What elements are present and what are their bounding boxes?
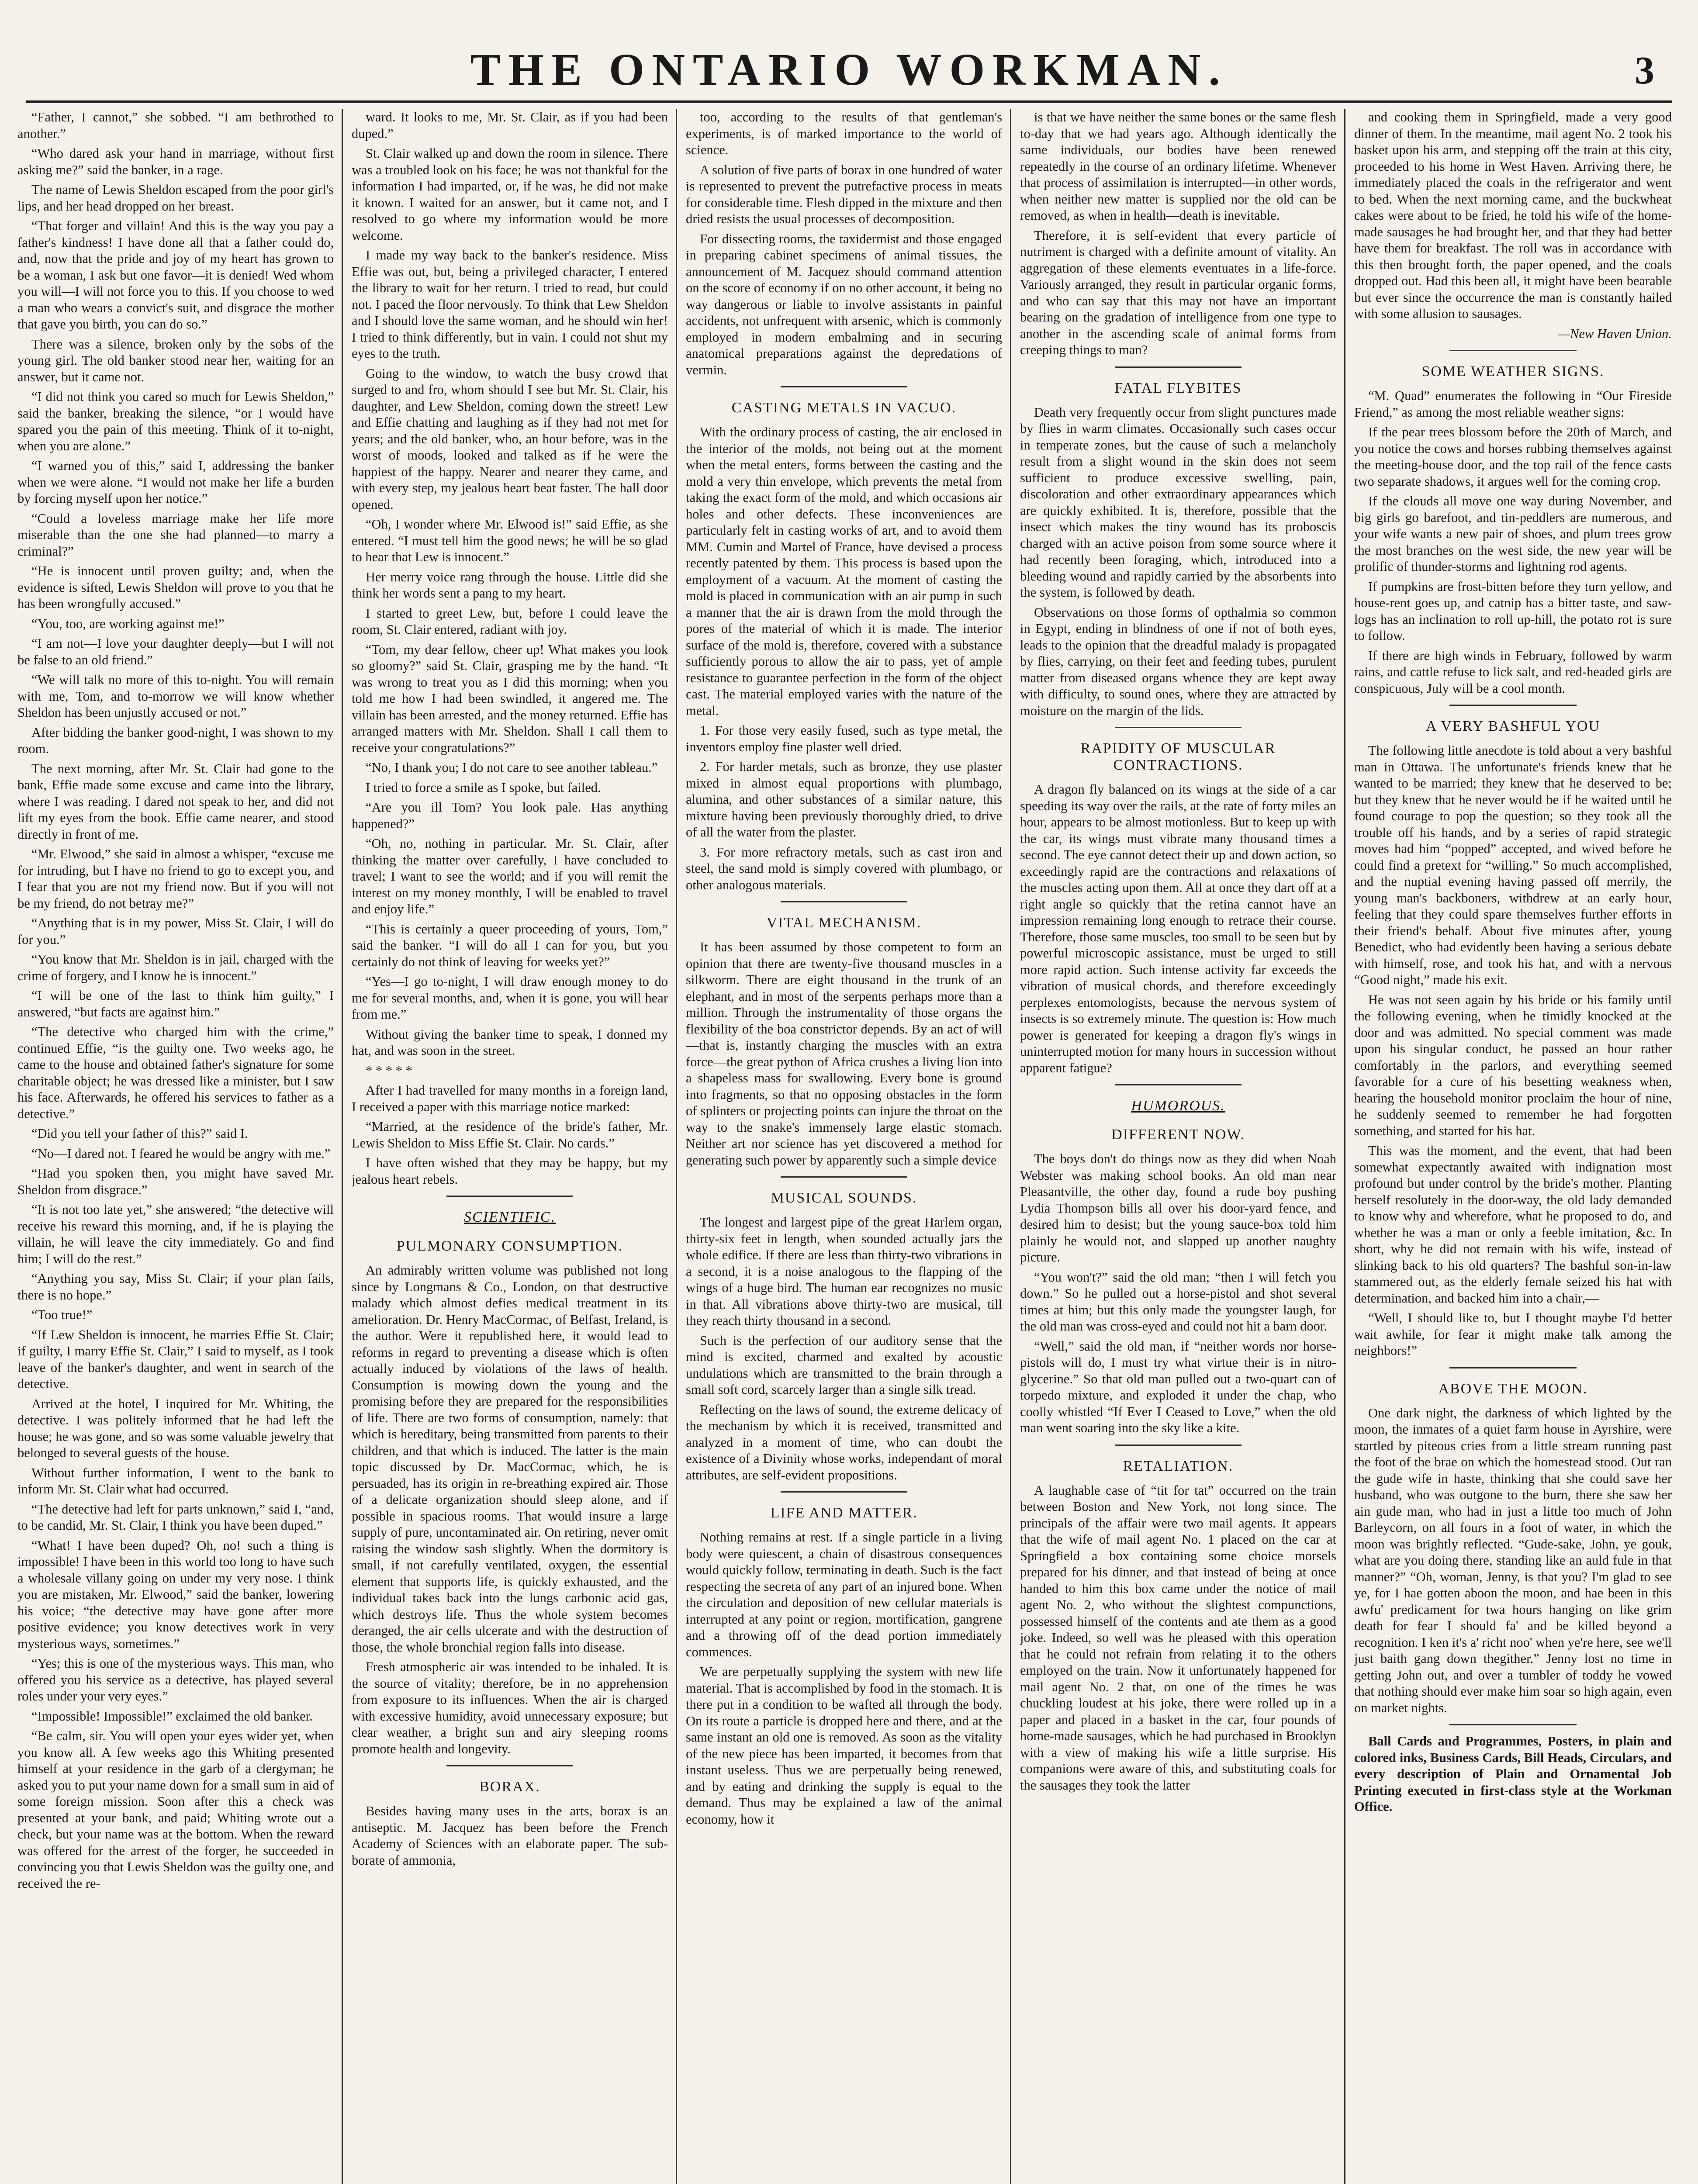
paragraph: “The detective who charged him with the crime,” continued Effie, “is the guilty one. Two weeks ago, he came to the house and obtained father's signature for some charitable object; he was dressed like a minister, but I saw his face. Afterwards, he offered his services to father as a detective.” xyxy=(17,1024,334,1121)
paragraph: “You, too, are working against me!” xyxy=(31,616,225,631)
paragraph: “Who dared ask your hand in marriage, without first asking me?” said the banker, in a rage. xyxy=(17,146,334,177)
paragraph: “You won't?” said the old man; “then I will fetch you down.” So he pulled out a horse-pistol and shot several times at him; but this only made the youngster laugh, for the old man was cross-eyed and could not hit a barn door. xyxy=(1020,1269,1336,1334)
divider xyxy=(1115,366,1242,368)
paragraph: The boys don't do things now as they did when Noah Webster was making school books. An old man near Pleasantville, the other day, found a rude boy pushing Lydia Thompson bills all over his door-yard fence, and desired him to desist; but the young sauce-box told him plainly he would not, and slapped up another naughty picture. xyxy=(1020,1151,1336,1265)
divider xyxy=(781,1176,907,1178)
divider xyxy=(1449,1367,1577,1368)
paragraph: “We will talk no more of this to-night. You will remain with me, Tom, and to-morrow we will know whether Sheldon has been unjustly accused or not.” xyxy=(17,672,334,720)
paragraph: “You know that Mr. Sheldon is in jail, charged with the crime of forgery, and I know he is innocent.” xyxy=(17,952,334,983)
paragraph: “Tom, my dear fellow, cheer up! What makes you look so gloomy?” said St. Clair, grasping me by the hand. “It was wrong to treat you as I did this morning; when you told me how I had been swindled, it angered me. The villain has been arrested, and the money returned. Effie has arranged matters with Mr. Sheldon. Shall I call them to receive your congratulations?” xyxy=(352,642,668,755)
newspaper-title: THE ONTARIO WORKMAN. xyxy=(470,45,1228,95)
paragraph: 1. For those very easily fused, such as type metal, the inventors employ fine plaster well dried. xyxy=(686,723,1002,754)
article-moon xyxy=(1354,1405,1672,1717)
article-heading-pulmonary: PULMONARY CONSUMPTION. xyxy=(396,1238,623,1254)
paragraph: For dissecting rooms, the taxidermist and those engaged in preparing cabinet specimens of animal tissues, the announcement of M. Jacquez should command attention on the score of economy if on no other account, it being no way dangerous or liable to involve assistants in painful accidents, not unfrequent with arsenic, which is commonly employed in modern embalming and in securing anatomical preparations against the depredations of vermin. xyxy=(686,231,1002,377)
article-heading-rapidity: RAPIDITY OF MUSCULAR CONTRACTIONS. xyxy=(1080,740,1276,773)
paragraph: The name of Lewis Sheldon escaped from the poor girl's lips, and her head dropped on her breast. xyxy=(17,182,334,214)
paragraph: “No, I thank you; I do not care to see another tableau.” xyxy=(366,760,658,775)
article-borax-cont xyxy=(686,109,1002,378)
paragraph: I started to greet Lew, but, before I could leave the room, St. Clair entered, radiant with joy. xyxy=(352,605,668,637)
paragraph: “Well, I should like to, but I thought maybe I'd better wait awhile, for fear it might make talk among the neighbors!” xyxy=(1354,1310,1672,1358)
paragraph: The next morning, after Mr. St. Clair had gone to the bank, Effie made some excuse and came into the library, where I was reading. I dared not speak to her, and did not lift my eyes from the book. Effie came nearer, and stood directly in front of me. xyxy=(17,761,334,842)
paragraph: “That forger and villain! And this is the way you pay a father's kindness! I have done all that a father could do, and, now that the pride and joy of my heart has grown to be a woman, I ask but one favor—it is denied! Wed whom you will—I will not force you to this. If you choose to wed a man who wears a convict's suit, and disgrace the mother that gave you birth, you can do so.” xyxy=(17,218,334,332)
printing-advertisement: Ball Cards and Programmes, Posters, in plain and colored inks, Business Cards, Bill Heads, Circulars, and every description of Plain and Ornamental Job Printing executed in first-class style at the Workman Office. xyxy=(1354,1734,1672,1814)
section-heading-scientific: SCIENTIFIC. xyxy=(464,1209,556,1225)
column-2 xyxy=(352,109,677,2184)
divider xyxy=(1449,350,1577,351)
paragraph: Without giving the banker time to speak, I donned my hat, and was soon in the street. xyxy=(352,1026,668,1058)
paragraph: An admirably written volume was published not long since by Longmans & Co., London, on that destructive malady which almost defies medical treatment in its amelioration. Dr. Henry MacCormac, of Belfast, Ireland, is the author. Were it republished here, it would lead to reforms in regard to preventing a disease which is often actually induced by violations of the laws of health. Consumption is mowing down the young and the promising before they are prepared for the responsibilities of life. There are two forms of consumption, namely: that which is hereditary, being transmitted from parents to their children, and that which is induced. The latter is the main topic discussed by Dr. MacCormac, which, he is persuaded, has its origin in re-breathing expired air. Those of a delicate organization should sleep alone, and if possible in spacious rooms. That would insure a large supply of pure, uncontaminated air. On retiring, never omit raising the window sash slightly. When the dormitory is small, if not carefully ventilated, oxygen, the essential element that supports life, is quickly exhausted, and the individual takes back into the lungs carbonic acid gas, which destroys life. Thus the whole system becomes deranged, the air cells ulcerate and with the destruction of those, the whole bronchial region falls into disease. xyxy=(352,1263,668,1655)
paragraph: too, according to the results of that gentleman's experiments, is of marked importance to the world of science. xyxy=(686,110,1002,157)
columns xyxy=(17,109,1681,2184)
paragraph: Death very frequently occur from slight punctures made by flies in warm climates. Occasionally such cases occur in temperate zones, but the cause of such a melancholy result from a slight wound in the skin does not seem sufficient to produce excessive swelling, pain, discoloration and other extraordinary appearances which are quickly exhibited. It is, therefore, possible that the insect which makes the tiny wound has its proboscis charged with an active poison from some source where it had recently been foraging, which, introduced into a bleeding wound and rapidly carried by the absorbents into the system, is followed by death. xyxy=(1020,404,1336,600)
article-heading-retaliation: RETALIATION. xyxy=(1123,1458,1234,1474)
paragraph: He was not seen again by his bride or his family until the following evening, when he timidly knocked at the door and was admitted. No special comment was made upon his singular conduct, he passed an hour rather comfortably in the parlors, and everything seemed favorable for a cure of his besetting weakness when, hearing the household monitor proclaim the hour of nine, he suddenly seemed to remember he had forgotten something, and started for his hat. xyxy=(1354,992,1672,1138)
paragraph: “I will be one of the last to think him guilty,” I answered, “but facts are against him.” xyxy=(17,988,334,1019)
paragraph: “What! I have been duped? Oh, no! such a thing is impossible! I have been in this world too long to have such a wholesale villany going on under my very nose. I think you are mistaken, Mr. Elwood,” said the banker, lowering his voice; “the detective may have gone after more positive evidence; you know detectives work in very mysterious ways, sometimes.” xyxy=(17,1538,334,1651)
paragraph: After bidding the banker good-night, I was shown to my room. xyxy=(17,725,334,756)
column-1 xyxy=(17,109,343,2184)
article-heading-weather: SOME WEATHER SIGNS. xyxy=(1421,363,1605,380)
divider xyxy=(446,1196,573,1197)
paragraph: “Well,” said the old man, if “neither words nor horse-pistols will do, I must try what virtue their is in nitro-glycerine.” So that old man pulled out a two-quart can of torpedo mixture, and exploded it under the chap, who coolly whistled “If Ever I Ceased to Love,” when the old man went soaring into the sky like a kite. xyxy=(1020,1338,1336,1435)
paragraph: The longest and largest pipe of the great Harlem organ, thirty-six feet in length, when sounded actually jars the whole edifice. If there are less than thirty-two vibrations in a second, it is a noise analogous to the flapping of the wings of a huge bird. The human ear recognizes no music in that. All vibrations above thirty-two are musical, till they reach thirty thousand in a second. xyxy=(686,1215,1002,1328)
divider xyxy=(1449,1724,1577,1725)
divider xyxy=(781,901,907,902)
paragraph: “Did you tell your father of this?” said I. xyxy=(31,1126,248,1141)
article-heading-moon: ABOVE THE MOON. xyxy=(1438,1380,1588,1397)
paragraph: is that we have neither the same bones or the same flesh to-day that we had years ago. Although identically the same individuals, our bodies have been renewed repeatedly in the course of an ordinary lifetime. Whenever that process of assimilation is interrupted—in other words, when neither new matter is supplied nor the old can be removed, as when in health—death is inevitable. xyxy=(1020,110,1336,223)
divider xyxy=(1449,705,1577,706)
paragraph: I have often wished that they may be happy, but my jealous heart rebels. xyxy=(352,1155,668,1187)
paragraph: “Oh, I wonder where Mr. Elwood is!” said Effie, as she entered. “I must tell him the good news; he will be so glad to hear that Lew is innocent.” xyxy=(352,517,668,564)
article-heading-life: LIFE AND MATTER. xyxy=(770,1505,918,1521)
article-heading-flybites: FATAL FLYBITES xyxy=(1114,380,1242,396)
article-heading-bashful: A VERY BASHFUL YOU xyxy=(1425,718,1601,734)
article-heading-musical: MUSICAL SOUNDS. xyxy=(771,1190,917,1206)
paragraph: With the ordinary process of casting, the air enclosed in the interior of the molds, not being out at the moment when the metal enters, forms between the casting and the mold a very thin envelope, which prevents the metal from taking the exact form of the mold, and which occasions air holes and other defects. These inconveniences are particularly felt in casting works of art, and to avoid them MM. Cumin and Martel of France, have devised a process recently patented by them. This process is based upon the employment of a vacuum. At the moment of casting the mold is placed in communication with an air pump in such a manner that the air is drawn from the mold through the pores of the material of which it is made. The interior surface of the mold is, therefore, covered with a substance sufficiently porous to allow the air to pass, yet of ample resistance to guarantee perfection in the form of the object cast. The material employed varies with the nature of the metal. xyxy=(686,425,1002,718)
paragraph: Fresh atmospheric air was intended to be inhaled. It is the source of vitality; therefore, be in no apprehension from exposure to its influences. When the air is charged with excessive humidity, avoid unnecessary exposure; but clear weather, a bright sun and airy sleeping rooms promote health and longevity. xyxy=(352,1659,668,1756)
paragraph: A solution of five parts of borax in one hundred of water is represented to prevent the putrefactive process in meats for considerable time. Flesh dipped in the mixture and then dried resists the usual processes of decomposition. xyxy=(686,162,1002,226)
paragraph: “Impossible! Impossible!” exclaimed the old banker. xyxy=(31,1708,313,1724)
paragraph: Without further information, I went to the bank to inform Mr. St. Clair what had occurred. xyxy=(17,1465,334,1496)
article-bashful xyxy=(1354,743,1672,1359)
paragraph: “Married, at the residence of the bride's father, Mr. Lewis Sheldon to Miss Effie St. Clair. No cards.” xyxy=(352,1119,668,1151)
paragraph: It has been assumed by those competent to form an opinion that there are twenty-five thousand muscles in a silkworm. There are eight thousand in the trunk of an elephant, and in most of the serpents perhaps more than a million. Through the instrumentality of those organs the flexibility of the boa constrictor depends. By an act of will—that is, instantly charging the muscles with an extra force—the great python of Africa crushes a living lion into a shapeless mass for swallowing. Every bone is ground into fragments, so that no opposing obstacles in the form of splinters or projecting points can injure the throat on the way to the snake's immensely large elastic stomach. Neither art nor science has yet discovered a method for generating such power by apparently such a simple device xyxy=(686,940,1002,1168)
paragraph: One dark night, the darkness of which lighted by the moon, the inmates of a quiet farm house in Ayrshire, were startled by piteous cries from a little stream running past the foot of the brae on which the homestead stood. Out ran the gude wife in haste, thinking that she could save her husband, who was outgone to the burn, there she saw her ain gude man, who had in just a little too much of John Barleycorn, on all fours in a foot of water, in which the moon was brightly reflected. “Gude-sake, John, ye gouk, what are you doing there, standing like an auld fule in that manner?” “Oh, woman, Jenny, is that you? I'm glad to see ye, for I hae gotten aboon the moon, and hae been in this awfu' predicament for twa hours hanging on like grim death for fear I should fa' and be killed beyond a recognition. I ken it's a' richt noo' when ye're here, see we'll just baith gang down thegither.” Jenny lost no time in getting John out, and over a tumbler of toddy he vowed that nothing should ever make him soar so high again, even on market nights. xyxy=(1354,1405,1672,1715)
paragraph: “I warned you of this,” said I, addressing the banker when we were alone. “I would not make her life a burden by forcing myself upon her notice.” xyxy=(17,458,334,506)
paragraph: and cooking them in Springfield, made a very good dinner of them. In the meantime, mail agent No. 2 took his basket upon his arm, and stepping off the train at this city, proceeded to his home in West Haven. Arriving there, he immediately placed the coals in the refrigerator and went to bed. When the next morning came, and the buckwheat cakes were about to be fried, he told his wife of the home-made sausages he had brought her, and that they had better have them for breakfast. The roll was in accordance with this then brought forth, the paper opened, and the coals dropped out. Had this been all, it might have been bearable but ever since the occurrence the man is constantly hailed with some allusion to sausages. xyxy=(1354,110,1672,321)
article-heading-vital: VITAL MECHANISM. xyxy=(766,915,922,931)
paragraph: 3. For more refractory metals, such as cast iron and steel, the sand mold is simply covered with plumbago, or other analogous materials. xyxy=(686,844,1002,892)
divider xyxy=(781,386,907,387)
article-life xyxy=(686,1529,1002,1828)
paragraph: “Mr. Elwood,” she said in almost a whisper, “excuse me for intruding, but I have no friend to go to except you, and I fear that you are not my friend now. But if you will not be my friend, do not betray me?” xyxy=(17,847,334,911)
paragraph: Such is the perfection of our auditory sense that the mind is excited, charmed and exalted by acoustic undulations which are transmitted to the brain through a small soft cord, scarcely larger than a single silk tread. xyxy=(686,1333,1002,1397)
paragraph: 2. For harder metals, such as bronze, they use plaster mixed in almost equal proportions with plumbago, alumina, and other substances of a similar nature, this mixture having been previously thoroughly dried, to drive of all the water from the plaster. xyxy=(686,759,1002,840)
paragraph: “I am not—I love your daughter deeply—but I will not be false to an old friend.” xyxy=(17,636,334,667)
paragraph: A dragon fly balanced on its wings at the side of a car speeding its way over the rails, at the rate of forty miles an hour, appears to be almost motionless. But to keep up with the car, its wings must vibrate many thousand times a second. The eye cannot detect their up and down action, so exceedingly rapid are the contractions and relaxations of the muscles acting upon them. All at once they dart off at a right angle so quickly that the retina cannot have an impression remaining long enough to retrace their course. Therefore, those same muscles, too small to be seen but by powerful microscopic assistance, must be urged to still more rapid action. Such intense activity far exceeds the vibration of musical chords, and therefore exceedingly perplexes entomologists, because the nervous system of insects is so extremely minute. The question is: How much power is generated for keeping a dragon fly's wings in uninterrupted motion for many hours in succession without apparent fatigue? xyxy=(1020,782,1336,1075)
paragraph: “Too true!” xyxy=(31,1307,93,1322)
paragraph: Going to the window, to watch the busy crowd that surged to and fro, whom should I see but Mr. St. Clair, his daughter, and Lew Sheldon, coming down the street! Lew and Effie chatting and laughing as if they had not met for years; and the old banker, who, an hour before, was in the worst of moods, looked and talked as if he were the happiest of the happy. Nearer and nearer they came, and with every step, my jealous heart beat faster. The hall door opened. xyxy=(352,366,668,512)
paragraph: Therefore, it is self-evident that every particle of nutriment is charged with a definite amount of vitality. An aggregation of these elements eventuates in a life-force. Variously arranged, they result in particular organic forms, and who can say that this may not have an important bearing on the gradation of intelligence from one type to another in the ascending scale of animal forms from creeping things to man? xyxy=(1020,228,1336,357)
article-pulmonary xyxy=(352,1262,668,1757)
paragraph: “I did not think you cared so much for Lewis Sheldon,” said the banker, breaking the silence, “or I would have spared you the pain of this meeting. Think of it to-night, when you are alone.” xyxy=(17,389,334,453)
divider xyxy=(446,1765,573,1766)
paragraph: “No—I dared not. I feared he would be angry with me.” xyxy=(31,1146,331,1161)
column-4 xyxy=(1020,109,1345,2184)
paragraph: ward. It looks to me, Mr. St. Clair, as if you had been duped.” xyxy=(352,110,668,141)
paragraph: “Could a loveless marriage make her life more miserable than the one she had planned—to marry a criminal?” xyxy=(17,511,334,559)
paragraph: Her merry voice rang through the house. Little did she think her words sent a pang to my heart. xyxy=(352,569,668,601)
article-heading-borax: BORAX. xyxy=(479,1779,540,1795)
divider xyxy=(781,1491,907,1493)
article-retaliation-cont xyxy=(1354,109,1672,322)
paragraph: “Oh, no, nothing in particular. Mr. St. Clair, after thinking the matter over carefully, I have concluded to travel; I want to see the world; and if you will remit the interest on my money monthly, I will be enabled to travel and enjoy life.” xyxy=(352,836,668,916)
paragraph: “Father, I cannot,” she sobbed. “I am bethrothed to another.” xyxy=(17,110,334,141)
paragraph: “M. Quad” enumerates the following in “Our Fireside Friend,” as among the most reliable weather signs: xyxy=(1354,388,1672,420)
paragraph: If pumpkins are frost-bitten before they turn yellow, and house-rent goes up, and catnip has a bitter taste, and saw-logs has an inclination to roll up-hill, the potato rot is sure to follow. xyxy=(1354,579,1672,643)
article-heading-different: DIFFERENT NOW. xyxy=(1111,1127,1245,1143)
column-3 xyxy=(686,109,1011,2184)
paragraph: “It is not too late yet,” she answered; “the detective will receive his reward this morning, and, if he is playing the villain, he will leave the city immediately. Go and find him; I will do the rest.” xyxy=(17,1202,334,1266)
source-credit: —New Haven Union. xyxy=(1558,326,1672,341)
paragraph: I made my way back to the banker's residence. Miss Effie was out, but, being a privileged character, I entered the library to wait for her return. I tried to read, but could not. I paced the floor nervously. To think that Lew Sheldon and I should love the same woman, and he should win her! I tried to think differently, but in vain. I could not shut my eyes to the truth. xyxy=(352,248,668,361)
paragraph: “Anything you say, Miss St. Clair; if your plan fails, there is no hope.” xyxy=(17,1271,334,1303)
paragraph: Arrived at the hotel, I inquired for Mr. Whiting, the detective. I was politely informed that he had left the house; he was gone, and so was some valuable jewelry that belonged to several guests of the house. xyxy=(17,1396,334,1460)
paragraph: We are perpetually supplying the system with new life material. That is accomplished by food in the stomach. It is there put in a condition to be wafted all through the body. On its route a particle is dropped here and there, and at the same instant an old one is removed. As soon as the vitality of the new piece has been imparted, it becomes from that instant useless. Thus we are perpetually being renewed, and by eating and drinking the supply is equal to the demand. Thus may be explained a law of the animal economy, how it xyxy=(686,1664,1002,1827)
paragraph: If the pear trees blossom before the 20th of March, and you notice the cows and horses rubbing themselves against the meeting-house door, and the top rail of the fence casts two separate shadows, it argues well for the coming crop. xyxy=(1354,425,1672,489)
article-rapidity xyxy=(1020,781,1336,1076)
article-casting xyxy=(686,424,1002,893)
paragraph: If the clouds all move one way during November, and big girls go barefoot, and tin-peddlers are numerous, and your wife wants a new pair of shoes, and plum trees grow the most branches on the west side, the new year will be prolific of thunder-storms and lightning rod agents. xyxy=(1354,494,1672,574)
paragraph: The following little anecdote is told about a very bashful man in Ottawa. The unfortunate's friends knew that he wanted to be married; they knew that he deserved to be; but they knew that he never would be if he waited until he found courage to pop the question; so they took all the trouble off his hands, and by a series of rapid strategic moves had him “popped” accepted, and wived before he could find a pretext for “willing.” So much accomplished, and the nuptial evening having passed off merrily, the young man's backboners, withdrew at an early hour, feeling that they could spare themselves further efforts in their friend's behalf. About five minutes after, young Benedict, who had evidently been having a serious debate with himself, rose, and took his hat, and with a nervous “Good night,” made his exit. xyxy=(1354,743,1672,987)
masthead xyxy=(26,26,1672,103)
paragraph: “Yes; this is one of the mysterious ways. This man, who offered you his service as a detective, has played several roles under your very eyes.” xyxy=(17,1656,334,1704)
paragraph: “Yes—I go to-night, I will draw enough money to do me for several months, and, when it is gone, you will hear from me.” xyxy=(352,974,668,1022)
paragraph: “The detective had left for parts unknown,” said I, “and, to be candid, Mr. St. Clair, I think you have been duped.” xyxy=(17,1501,334,1533)
article-different xyxy=(1020,1151,1336,1437)
paragraph: “Be calm, sir. You will open your eyes wider yet, when you know all. A few weeks ago this Whiting presented himself at your residence in the garb of a clergyman; he asked you to put your name down for a small sum in aid of some foreign mission. Soon after this a check was presented at your bank, and paid; Whiting wrote out a check, but your name was at the bottom. When the reward was offered for the arrest of the forger, he succeeded in convincing you that Lewis Sheldon was the guilty one, and received the re- xyxy=(17,1728,334,1891)
paragraph: * * * * * xyxy=(366,1063,412,1078)
paragraph: “He is innocent until proven guilty; and, when the evidence is sifted, Lewis Sheldon will prove to you that he has been wrongfully accused.” xyxy=(17,563,334,611)
article-musical xyxy=(686,1214,1002,1483)
paragraph: “Anything that is in my power, Miss St. Clair, I will do for you.” xyxy=(17,916,334,947)
paragraph: Besides having many uses in the arts, borax is an antiseptic. M. Jacquez has been before the French Academy of Sciences with an elaborate paper. The sub-borate of ammonia, xyxy=(352,1804,668,1868)
divider xyxy=(1115,727,1242,728)
article-borax xyxy=(352,1803,668,1869)
paragraph: After I had travelled for many months in a foreign land, I received a paper with this marriage notice marked: xyxy=(352,1083,668,1114)
paragraph: This was the moment, and the event, that had been somewhat expectantly awaited with indignation most profound but under control by the bride's mother. Planting herself resolutely in the door-way, the old lady demanded to know why and wherefore, what he proposed to do, and whether he was a man or only a feeble imitation, &c. In short, why he did not remain with his wife, instead of slinking back to his old quarters? The bashful son-in-law stammered out, as the elderly female seized his hat with determination, and backed him into a chair,— xyxy=(1354,1143,1672,1306)
paragraph: “This is certainly a queer proceeding of yours, Tom,” said the banker. “I will do all I can for you, but you certainly do not think of leaving for weeks yet?” xyxy=(352,921,668,969)
section-heading-humorous: HUMOROUS. xyxy=(1131,1098,1225,1114)
paragraph: I tried to force a smile as I spoke, but failed. xyxy=(366,780,601,795)
paragraph: There was a silence, broken only by the sobs of the young girl. The old banker stood near her, waiting for an answer, but it came not. xyxy=(17,336,334,384)
page-number: 3 xyxy=(1635,49,1654,92)
paragraph: Reflecting on the laws of sound, the extreme delicacy of the mechanism by which it is received, transmitted and analyzed in a moment of time, who can doubt the existence of a Divinity whose works, independant of moral attributes, are self-evident propositions. xyxy=(686,1402,1002,1482)
article-life-cont xyxy=(1020,109,1336,359)
paragraph: Nothing remains at rest. If a single particle in a living body were quiescent, a chain of disastrous consequences would quickly follow, terminating in death. Such is the fact respecting the secreta of any part of an injured bone. When the circulation and deposition of new cellular materials is interrupted at any point or region, mortification, gangrene and a throwing off of the dead portion immediately commences. xyxy=(686,1530,1002,1659)
story-end xyxy=(352,109,668,1188)
divider xyxy=(1115,1084,1242,1085)
story-continuation xyxy=(17,109,334,1892)
article-retaliation xyxy=(1020,1482,1336,1794)
paragraph: “Are you ill Tom? You look pale. Has anything happened?” xyxy=(352,800,668,831)
paragraph: St. Clair walked up and down the room in silence. There was a troubled look on his face; he was not thankful for the information I had imparted, or, if he was, he did not make it known. I waited for an answer, but it came not, and I resolved to go where my information would be more welcome. xyxy=(352,146,668,243)
paragraph: “Had you spoken then, you might have saved Mr. Sheldon from disgrace.” xyxy=(17,1166,334,1197)
article-heading-casting: CASTING METALS IN VACUO. xyxy=(731,400,957,416)
column-5 xyxy=(1354,109,1680,2184)
divider xyxy=(1115,1444,1242,1446)
paragraph: “If Lew Sheldon is innocent, he marries Effie St. Clair; if guilty, I marry Effie St. Clair,” I said to myself, as I took leave of the banker's daughter, and went in search of the detective. xyxy=(17,1327,334,1391)
article-flybites xyxy=(1020,404,1336,719)
article-weather xyxy=(1354,388,1672,697)
paragraph: If there are high winds in February, followed by warm rains, and cattle refuse to lick salt, and red-headed girls are conspicuous, July will be a cool month. xyxy=(1354,648,1672,696)
paragraph: Observations on those forms of opthalmia so common in Egypt, ending in blindness of one if not of both eyes, leads to the opinion that the dreadful malady is propagated by flies, carrying, on their feet and feeding tubes, purulent matter from diseased organs whence they are kept away with difficulty, to sound ones, where they are attracted by moisture on the margin of the lids. xyxy=(1020,605,1336,718)
paragraph: A laughable case of “tit for tat” occurred on the train between Boston and New York, not long since. The principals of the affair were two mail agents. It appears that the wife of mail agent No. 1 placed on the car at Springfield a box containing some choice morsels prepared for his dinner, and that instead of being at once handed to him this box came under the notice of mail agent No. 2, who without the slightest compunctions, possessed himself of the contents and ate them as a good joke. Indeed, so well was he pleased with this operation that he could not refrain from relating it to the others employed on the train. Now it unfortunately happened for mail agent No. 2 that, on one of the times he was chuckling loudest at his joke, there were rolled up in a paper and placed in a basket in the car, four pounds of home-made sausages, which he had purchased in Brooklyn with a view of making his wife a little surprise. His companions were aware of this, and substituting coals for the sausages they took the latter xyxy=(1020,1482,1336,1793)
article-vital xyxy=(686,939,1002,1168)
